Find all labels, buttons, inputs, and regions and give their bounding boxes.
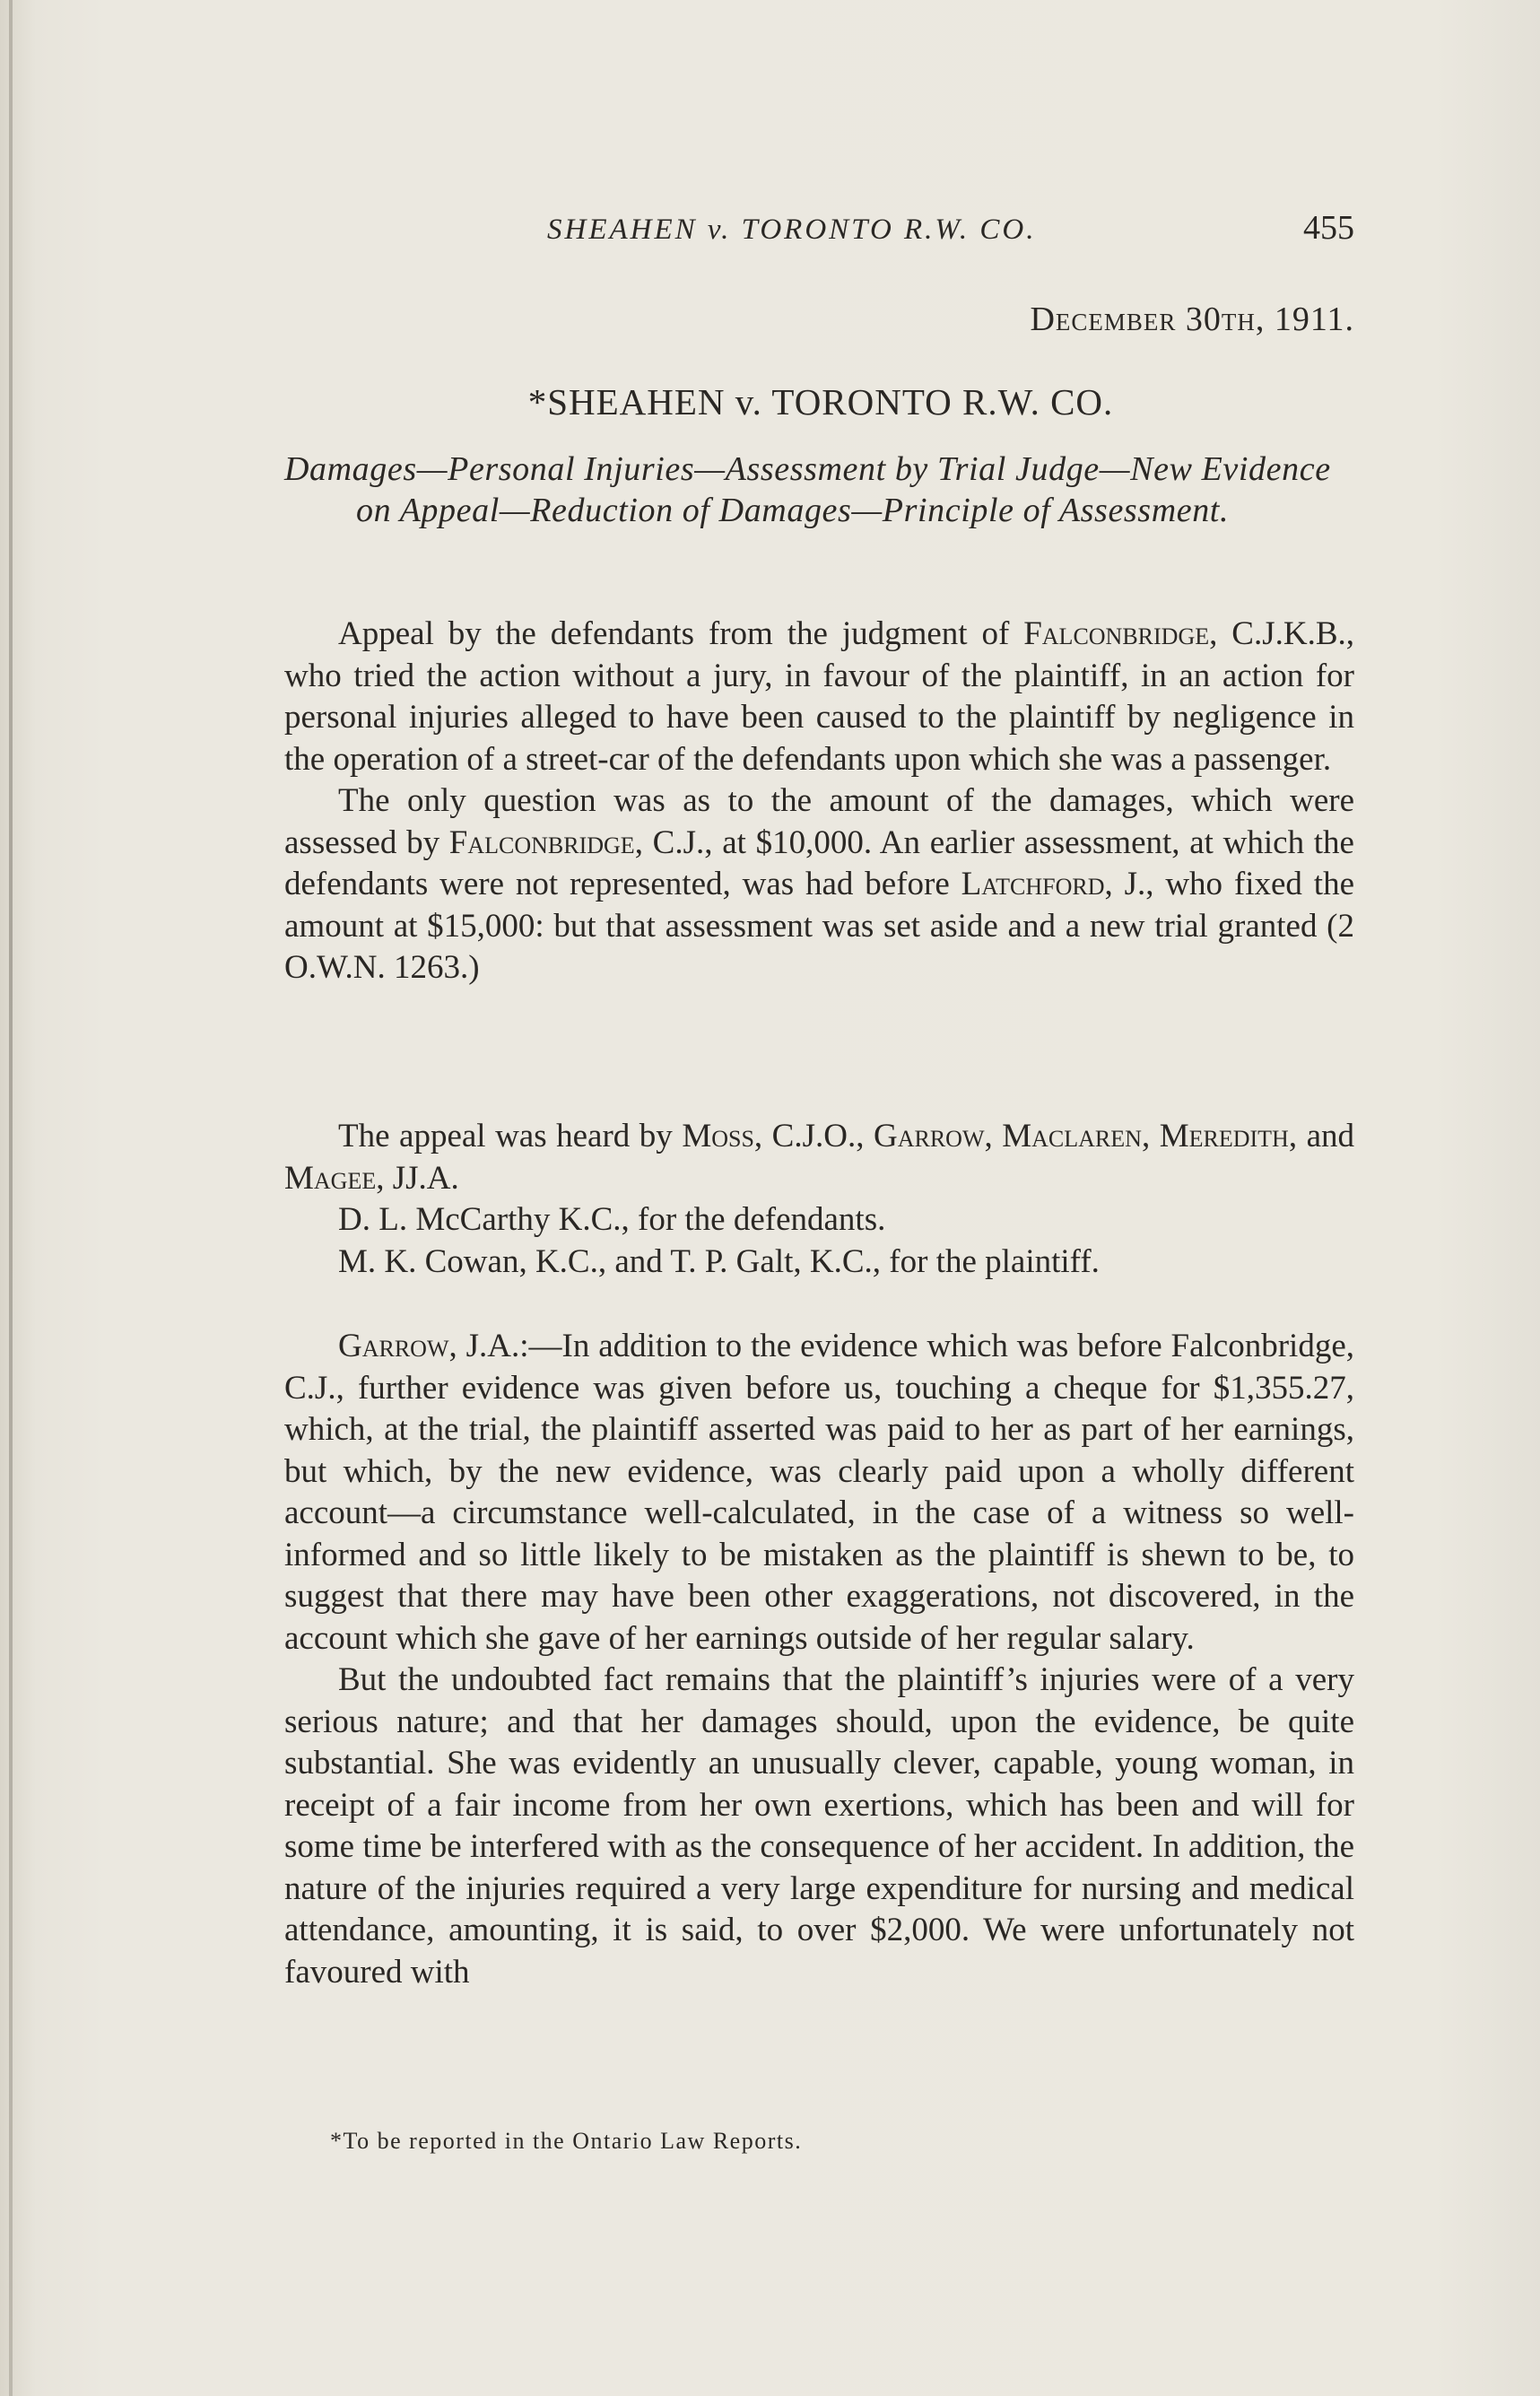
text-run: , and	[1288, 1118, 1354, 1154]
text-run: ,	[1141, 1118, 1160, 1154]
judge-name: Meredith	[1159, 1118, 1289, 1154]
page-number: 455	[1303, 209, 1354, 247]
judge-name: Garrow	[873, 1118, 985, 1154]
judgment-paragraph-2: But the undoubted fact remains that the plaintiff’s injuries were of a very serious nature; and that her damages should, upon the evidence, be quite substantial. She was evidently an unusually clever, capable, young woman, in receipt of a fair income from her own exertions, which has been and will for some time be interfered with as the consequence of her accident. In addition, the nature of the injuries required a very large expenditure for nursing and medical attendance, amounting, it is said, to over $2,000. We were unfortunately not favoured with	[284, 1661, 1354, 1991]
text-run: Appeal by the defendants from the judgment of	[338, 615, 1024, 652]
counsel-defendants: D. L. McCarthy K.C., for the defendants.	[338, 1201, 886, 1238]
statement-paragraph-1	[284, 614, 1354, 780]
counsel-plaintiff: M. K. Cowan, K.C., and T. P. Galt, K.C., for the plaintiff.	[338, 1242, 1100, 1280]
text-run: , J., who fixed the amount at $15,000: but that assessment was set aside and a new trial granted (2 O.W.N. 1263.)	[284, 866, 1354, 986]
case-title: *SHEAHEN v. TORONTO R.W. CO.	[527, 381, 1114, 423]
judge-name: Latchford	[961, 866, 1105, 902]
text-run: In addition to the evidence which was before Falconbridge, C.J., further evidence was given before us, touching a cheque for $1,355.27, which, at the trial, the plaintiff asserted was paid to her as part of her earnings, but which, by the new evidence, was clearly paid upon a wholly different account—a circumstance well-calculated, in the case of a witness so well-informed and so little likely to be mistaken as the plaintiff is shewn to be, to suggest that there may have been other exaggerations, not discovered, in the account which she gave of her earnings outside of her regular salary.	[284, 1328, 1354, 1657]
headnote: Damages—Personal Injuries—Assessment by Trial Judge—New Evidence on Appeal—Reduction of Damages—Principle of Assessment.	[284, 450, 1331, 529]
judge-name: Magee	[284, 1159, 377, 1197]
statement-of-appeal	[284, 614, 1354, 989]
judge-name: Falconbridge	[448, 823, 635, 861]
running-head-title: SHEAHEN v. TORONTO R.W. CO.	[547, 213, 1037, 246]
running-head	[287, 208, 1354, 253]
text-run: , C.J.K.B., who tried the action without a jury, in favour of the plaintiff, in an action for personal injuries alleged to have been caused to the plaintiff by negligence in the operation of a street-car of the defendants upon which she was a passenger.	[284, 615, 1354, 778]
judgment-paragraph-1	[284, 1326, 1354, 1660]
hearing-and-counsel	[284, 1116, 1354, 1283]
judgment-text	[284, 1326, 1354, 1993]
page-spine-shadow	[9, 0, 13, 2396]
text-run: , C.J.O.,	[753, 1118, 874, 1154]
hearing-paragraph	[284, 1116, 1354, 1199]
judge-name: Moss	[682, 1118, 754, 1154]
judge-name: Maclaren	[1002, 1118, 1142, 1154]
text-run: The only question was as to the amount of the damages, which were assessed by	[284, 782, 1354, 861]
counsel-list	[284, 1199, 1354, 1283]
text-run: , J.A.:—	[448, 1328, 562, 1364]
judge-name: Garrow	[338, 1328, 449, 1364]
text-run: , JJ.A.	[376, 1159, 459, 1197]
text-run: The appeal was heard by	[338, 1118, 683, 1154]
text-run: ,	[984, 1118, 1003, 1154]
statement-paragraph-2	[284, 780, 1354, 989]
judge-name: Falconbridge	[1023, 615, 1210, 652]
decision-date: December 30th, 1911.	[1030, 301, 1354, 338]
text-run: , C.J., at $10,000. An earlier assessment, at which the defendants were not represented, was had before	[284, 823, 1354, 902]
footnote: *To be reported in the Ontario Law Reports.	[330, 2128, 803, 2154]
